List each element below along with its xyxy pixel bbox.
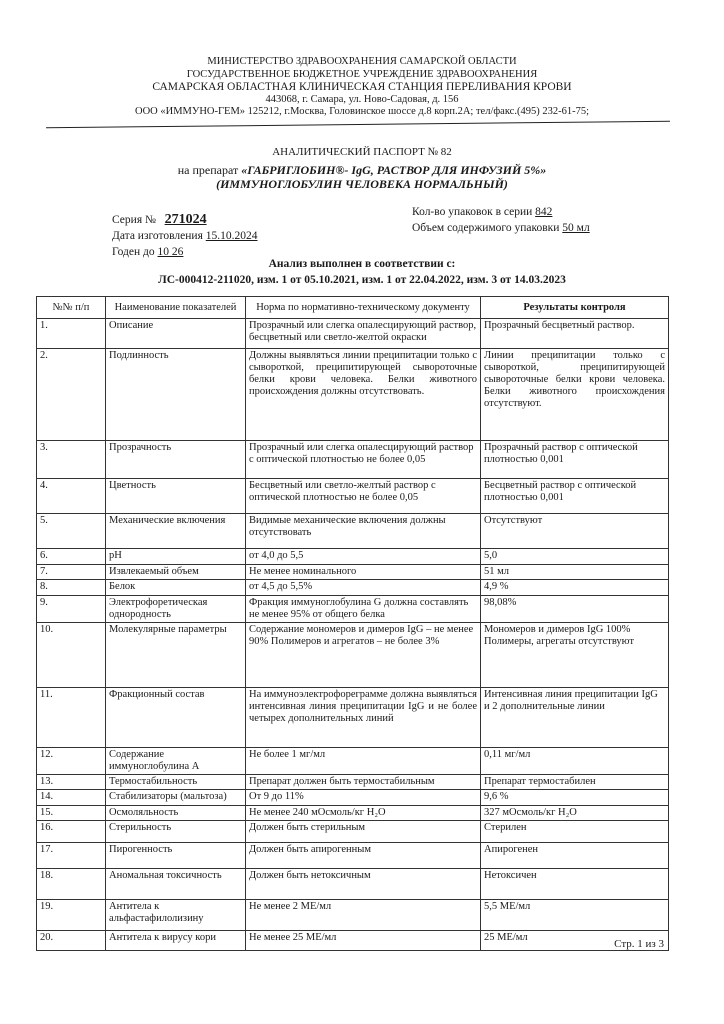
table-header [37, 297, 669, 319]
organization-header [0, 56, 724, 119]
row-number: 8. [37, 580, 106, 596]
norm-cell: Бесцветный или светло-желтый раствор с оптической плотностью не более 0,05 [246, 479, 481, 514]
table-row [37, 565, 669, 580]
document-title: АНАЛИТИЧЕСКИЙ ПАСПОРТ № 82 [272, 146, 452, 158]
norm-cell: от 4,0 до 5,5 [246, 549, 481, 565]
analysis-basis [0, 256, 724, 288]
result-cell: Нетоксичен [481, 869, 669, 900]
norm-cell: На иммуноэлектрофореграмме должна выявляться интенсивная линия преципитации IgG и не более четырех дополнительных линий [246, 688, 481, 748]
header-divider [46, 121, 670, 129]
result-cell: 25 МЕ/мл [481, 931, 669, 951]
indicator-name: Описание [106, 319, 246, 349]
result-cell: 4,9 % [481, 580, 669, 596]
indicator-name: Белок [106, 580, 246, 596]
norm-cell: Должны выявляться линии преципитации только с сывороткой, преципитирующей сывороточные белки крови человека. Белки животного происхождения должны отсутствовать. [246, 349, 481, 441]
table-row [37, 775, 669, 790]
indicator-name: Антитела к альфастафилолизину [106, 900, 246, 931]
row-number: 12. [37, 748, 106, 775]
indicator-name: Электрофоретическая однородность [106, 596, 246, 623]
table-row [37, 623, 669, 688]
row-number: 2. [37, 349, 106, 441]
page-number: Стр. 1 из 3 [614, 938, 664, 950]
indicator-name: Цветность [106, 479, 246, 514]
norm-cell: Не менее 25 МЕ/мл [246, 931, 481, 951]
org-address: 443068, г. Самара, ул. Ново-Садовая, д. 156 [265, 93, 459, 105]
row-number: 18. [37, 869, 106, 900]
table-row [37, 549, 669, 565]
packages-value: 842 [535, 206, 553, 218]
expiry-label: Годен до [112, 246, 155, 258]
result-cell: Мономеров и димеров IgG 100% Полимеры, агрегаты отсутствуют [481, 623, 669, 688]
row-number: 17. [37, 843, 106, 869]
batch-info [112, 212, 258, 260]
result-cell: 5,5 МЕ/мл [481, 900, 669, 931]
result-cell: Прозрачный бесцветный раствор. [481, 319, 669, 349]
row-number: 3. [37, 441, 106, 479]
result-cell: 98,08% [481, 596, 669, 623]
basis-line: Анализ выполнен в соответствии с: [268, 258, 456, 270]
table-row [37, 843, 669, 869]
table-row [37, 580, 669, 596]
product-prefix: на препарат [177, 163, 242, 177]
norm-cell: Не менее номинального [246, 565, 481, 580]
table-row [37, 806, 669, 821]
table-row [37, 900, 669, 931]
indicator-name: Стабилизаторы (мальтоза) [106, 790, 246, 806]
result-cell: 0,11 мг/мл [481, 748, 669, 775]
row-number: 19. [37, 900, 106, 931]
indicator-name: Прозрачность [106, 441, 246, 479]
org-line: МИНИСТЕРСТВО ЗДРАВООХРАНЕНИЯ САМАРСКОЙ ОБЛАСТИ [207, 56, 517, 67]
norm-cell: Не менее 240 мОсмоль/кг H₂O [246, 806, 481, 821]
table-row [37, 596, 669, 623]
row-number: 20. [37, 931, 106, 951]
result-cell: Отсутствуют [481, 514, 669, 549]
result-cell: Прозрачный раствор с оптической плотностью 0,001 [481, 441, 669, 479]
product-name-secondary: (ИММУНОГЛОБУЛИН ЧЕЛОВЕКА НОРМАЛЬНЫЙ) [216, 177, 508, 191]
product-name: «ГАБРИГЛОБИН®- IgG, РАСТВОР ДЛЯ ИНФУЗИЙ 5%» [241, 163, 547, 177]
volume-label: Объем содержимого упаковки [412, 222, 560, 234]
row-number: 14. [37, 790, 106, 806]
packages-label: Кол-во упаковок в серии [412, 206, 533, 218]
table-row [37, 931, 669, 951]
table-row [37, 349, 669, 441]
norm-cell: Содержание мономеров и димеров IgG – не менее 90% Полимеров и агрегатов – не более 3% [246, 623, 481, 688]
indicator-name: Антитела к вирусу кори [106, 931, 246, 951]
product-title [0, 163, 724, 191]
indicator-name: Механические включения [106, 514, 246, 549]
norm-cell: От 9 до 11% [246, 790, 481, 806]
table-row [37, 821, 669, 843]
table-row [37, 441, 669, 479]
indicator-name: Стерильность [106, 821, 246, 843]
row-number: 5. [37, 514, 106, 549]
row-number: 7. [37, 565, 106, 580]
col-number: №№ п/п [37, 297, 106, 319]
row-number: 6. [37, 549, 106, 565]
series-label: Серия № [112, 214, 156, 226]
result-cell: Препарат термостабилен [481, 775, 669, 790]
row-number: 1. [37, 319, 106, 349]
org-line: ГОСУДАРСТВЕННОЕ БЮДЖЕТНОЕ УЧРЕЖДЕНИЕ ЗДРАВООХРАНЕНИЯ [186, 68, 538, 80]
org-line: САМАРСКАЯ ОБЛАСТНАЯ КЛИНИЧЕСКАЯ СТАНЦИЯ ПЕРЕЛИВАНИЯ КРОВИ [152, 81, 572, 93]
result-cell: Линии преципитации только с сывороткой, преципитирующей сывороточные белки крови человека. Белки животного происхождения отсутствуют. [481, 349, 669, 441]
norm-cell: Фракция иммуноглобулина G должна составлять не менее 95% от общего белка [246, 596, 481, 623]
row-number: 4. [37, 479, 106, 514]
table-row [37, 869, 669, 900]
norm-cell: Должен быть стерильным [246, 821, 481, 843]
table-row [37, 688, 669, 748]
result-cell: 327 мОсмоль/кг H₂O [481, 806, 669, 821]
org-contact: ООО «ИММУНО-ГЕМ» 125212, г.Москва, Головинское шоссе д.8 корп.2А; тел/факс.(495) 232-61-75; [135, 106, 589, 117]
norm-cell: Препарат должен быть термостабильным [246, 775, 481, 790]
norm-cell: от 4,5 до 5,5% [246, 580, 481, 596]
basis-reference: ЛС-000412-211020, изм. 1 от 05.10.2021, изм. 1 от 22.04.2022, изм. 3 от 14.03.2023 [158, 274, 566, 286]
package-info [412, 204, 590, 236]
indicator-name: Содержание иммуноглобулина А [106, 748, 246, 775]
table-row [37, 319, 669, 349]
norm-cell: Прозрачный или слегка опалесцирующий раствор с оптической плотностью не более 0,05 [246, 441, 481, 479]
result-cell: Стерилен [481, 821, 669, 843]
col-norm: Норма по нормативно-техническому документу [246, 297, 481, 319]
result-cell: 5,0 [481, 549, 669, 565]
norm-cell: Прозрачный или слегка опалесцирующий раствор, бесцветный или светло-желтой окраски [246, 319, 481, 349]
series-value: 271024 [164, 212, 207, 227]
result-cell: Бесцветный раствор с оптической плотностью 0,001 [481, 479, 669, 514]
norm-cell: Должен быть нетоксичным [246, 869, 481, 900]
norm-cell: Видимые механические включения должны отсутствовать [246, 514, 481, 549]
date-label: Дата изготовления [112, 230, 203, 242]
indicator-name: Термостабильность [106, 775, 246, 790]
row-number: 10. [37, 623, 106, 688]
col-name: Наименование показателей [106, 297, 246, 319]
indicator-name: Аномальная токсичность [106, 869, 246, 900]
table-row [37, 790, 669, 806]
result-cell: 9,6 % [481, 790, 669, 806]
table-row [37, 748, 669, 775]
date-value: 15.10.2024 [205, 230, 258, 242]
row-number: 15. [37, 806, 106, 821]
result-cell: 51 мл [481, 565, 669, 580]
table-row [37, 514, 669, 549]
col-result: Результаты контроля [481, 297, 669, 319]
indicator-name: Молекулярные параметры [106, 623, 246, 688]
indicator-name: Осмоляльность [106, 806, 246, 821]
norm-cell: Не более 1 мг/мл [246, 748, 481, 775]
expiry-value: 10 26 [157, 246, 184, 258]
indicator-name: Фракционный состав [106, 688, 246, 748]
indicator-name: Пирогенность [106, 843, 246, 869]
results-table [36, 296, 669, 951]
result-cell: Апирогенен [481, 843, 669, 869]
result-cell: Интенсивная линия преципитации IgG и 2 дополнительные линии [481, 688, 669, 748]
indicator-name: pH [106, 549, 246, 565]
norm-cell: Не менее 2 МЕ/мл [246, 900, 481, 931]
table-row [37, 479, 669, 514]
indicator-name: Извлекаемый объем [106, 565, 246, 580]
row-number: 11. [37, 688, 106, 748]
norm-cell: Должен быть апирогенным [246, 843, 481, 869]
row-number: 9. [37, 596, 106, 623]
row-number: 13. [37, 775, 106, 790]
row-number: 16. [37, 821, 106, 843]
indicator-name: Подлинность [106, 349, 246, 441]
volume-value: 50 мл [562, 222, 590, 234]
